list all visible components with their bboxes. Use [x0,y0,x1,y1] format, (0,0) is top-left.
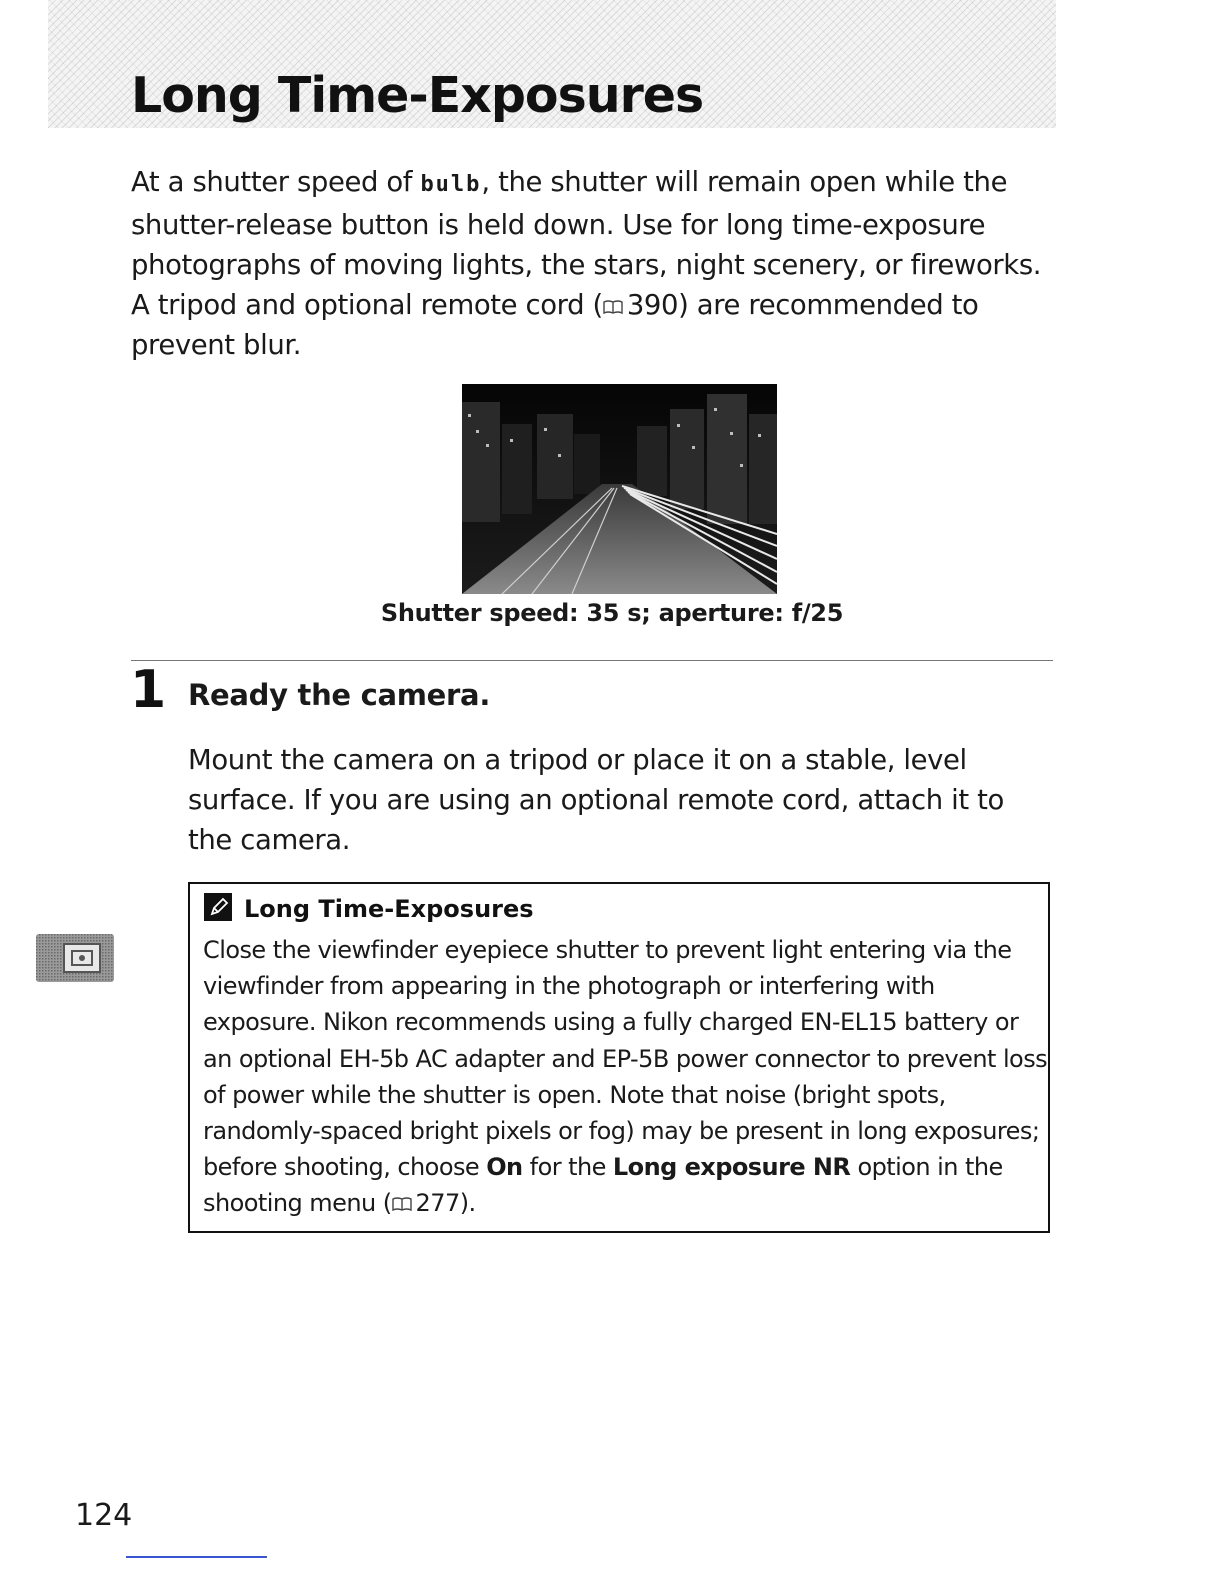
intro-text-3: ) are recommended to prevent blur. [131,289,979,361]
note-text-3: option in the shooting menu ( [203,1153,1003,1218]
pencil-icon [204,893,232,921]
page-link-underline [126,1556,267,1558]
setting-on: On [486,1153,523,1182]
intro-paragraph [131,162,1061,365]
note-body [203,932,1049,1222]
note-page-reference[interactable]: 277 [415,1189,460,1218]
book-icon [603,286,623,302]
note-text-1: Close the viewfinder eyepiece shutter to prevent light entering via the viewfinder from appearing in the photograph or interfering with exposure. Nikon recommends using a fully charged EN-EL15 battery or an optional EH-5b AC adapter and EP-5B power connector to prevent loss of power while the shutter is open. Note that noise (bright spots, randomly-spaced bright pixels or fog) may be present in long exposures; before shooting, choose [203,936,1048,1182]
step-title: Ready the camera. [188,678,491,712]
note-box [188,882,1050,1233]
intro-text-1: At a shutter speed of [131,166,421,198]
step-divider [131,660,1053,661]
intro-text-2: , the shutter will remain open while the shutter-release button is held down. Use for long time-exposure photographs of moving lights, the stars, night scenery, or fireworks. A tripod and optional remote cord ( [131,166,1042,321]
note-title: Long Time-Exposures [244,895,534,923]
step-body: Mount the camera on a tripod or place it on a stable, level surface. If you are using an optional remote cord, attach it to the camera. [188,744,1004,856]
night-photo [462,384,777,594]
step-number: 1 [130,660,167,720]
photo-caption: Shutter speed: 35 s; aperture: f/25 [380,599,844,627]
page-title: Long Time-Exposures [131,67,704,124]
book-icon [392,1186,412,1202]
setting-long-exposure-nr: Long exposure NR [612,1153,851,1182]
note-text-4: ). [459,1189,476,1218]
shooting-mode-tab-icon[interactable] [36,934,114,982]
page-reference[interactable]: 390 [626,289,679,321]
page-number: 124 [75,1498,133,1533]
note-text-2: for the [522,1153,613,1182]
note-heading [204,892,534,926]
bulb-display-text: bulb [420,172,482,197]
